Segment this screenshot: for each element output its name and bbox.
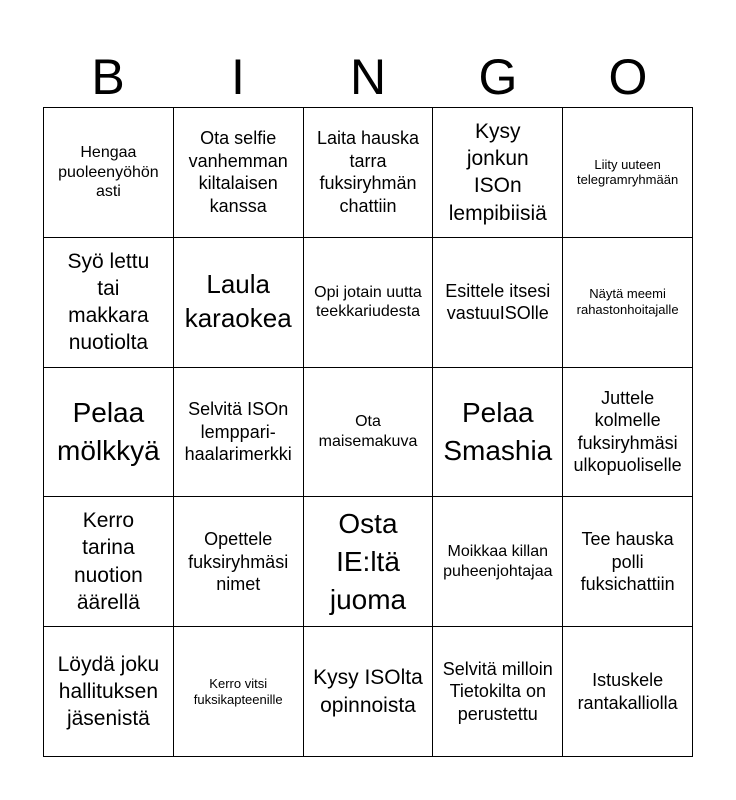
cell-text: Kysy jonkun ISOn lempibiisiä	[448, 119, 547, 225]
cell-text: Opi jotain uutta teekkariudesta	[314, 283, 422, 321]
bingo-header	[43, 42, 693, 108]
bingo-board	[43, 107, 693, 757]
header-letter-o: O	[608, 49, 648, 105]
bingo-cell[interactable]	[304, 627, 434, 757]
cell-text: Laula karaokea	[184, 269, 292, 334]
cell-text: Kerro vitsi fuksikapteenille	[193, 675, 283, 707]
header-letter-i: I	[231, 49, 245, 105]
bingo-cell[interactable]	[304, 108, 434, 238]
cell-text: Kysy ISOlta opinnoista	[313, 666, 423, 717]
cell-text: Tee hauska polli fuksichattiin	[580, 529, 675, 595]
bingo-cell[interactable]	[174, 627, 304, 757]
bingo-cell[interactable]	[304, 238, 434, 368]
cell-text: Osta IE:ltä juoma	[329, 508, 407, 615]
bingo-cell[interactable]	[563, 108, 693, 238]
bingo-cell[interactable]	[304, 497, 434, 627]
header-letter-g: G	[478, 49, 518, 105]
bingo-cell[interactable]	[563, 238, 693, 368]
cell-text: Pelaa Smashia	[443, 397, 553, 466]
cell-text: Pelaa mölkkyä	[57, 397, 160, 466]
cell-text: Löydä joku hallituksen jäsenistä	[57, 652, 160, 731]
bingo-cell[interactable]	[174, 108, 304, 238]
bingo-cell[interactable]	[433, 497, 563, 627]
bingo-cell[interactable]	[433, 627, 563, 757]
cell-text: Liity uuteen telegramryhmään	[577, 156, 679, 188]
cell-text: Selvitä ISOn lemppari-haalarimerkki	[184, 399, 292, 465]
bingo-cell[interactable]	[563, 368, 693, 498]
bingo-cell[interactable]	[44, 627, 174, 757]
cell-text: Ota selfie vanhemman kiltalaisen kanssa	[188, 128, 288, 216]
bingo-cell[interactable]	[44, 497, 174, 627]
cell-text: Hengaa puoleenyöhön asti	[58, 144, 159, 201]
bingo-cell[interactable]	[44, 108, 174, 238]
cell-text: Juttele kolmelle fuksiryhmäsi ulkopuoliselle	[573, 387, 682, 476]
cell-text: Opettele fuksiryhmäsi nimet	[188, 529, 289, 595]
bingo-cell[interactable]	[174, 238, 304, 368]
cell-text: Istuskele rantakalliolla	[577, 670, 678, 713]
bingo-cell[interactable]	[433, 108, 563, 238]
cell-text: Moikkaa killan puheenjohtajaa	[443, 543, 553, 580]
bingo-cell[interactable]	[44, 368, 174, 498]
cell-text: Laita hauska tarra fuksiryhmän chattiin	[316, 128, 420, 216]
cell-text: Ota maisemakuva	[318, 413, 418, 450]
header-letter-n: N	[349, 49, 387, 105]
bingo-cell[interactable]	[563, 627, 693, 757]
bingo-cell[interactable]	[563, 497, 693, 627]
cell-text: Esittele itsesi vastuuISOlle	[445, 280, 551, 324]
bingo-cell[interactable]	[44, 238, 174, 368]
cell-text: Näytä meemi rahastonhoitajalle	[576, 286, 679, 318]
bingo-cell[interactable]	[174, 368, 304, 498]
header-letter-b: B	[91, 49, 125, 105]
cell-text: Syö lettu tai makkara nuotiolta	[67, 249, 150, 355]
bingo-cell[interactable]	[433, 368, 563, 498]
bingo-cell[interactable]	[174, 497, 304, 627]
cell-text: Kerro tarina nuotion äärellä	[73, 509, 143, 615]
bingo-cell[interactable]	[304, 368, 434, 498]
cell-text: Selvitä milloin Tietokilta on perustettu	[442, 658, 553, 724]
bingo-cell[interactable]	[433, 238, 563, 368]
